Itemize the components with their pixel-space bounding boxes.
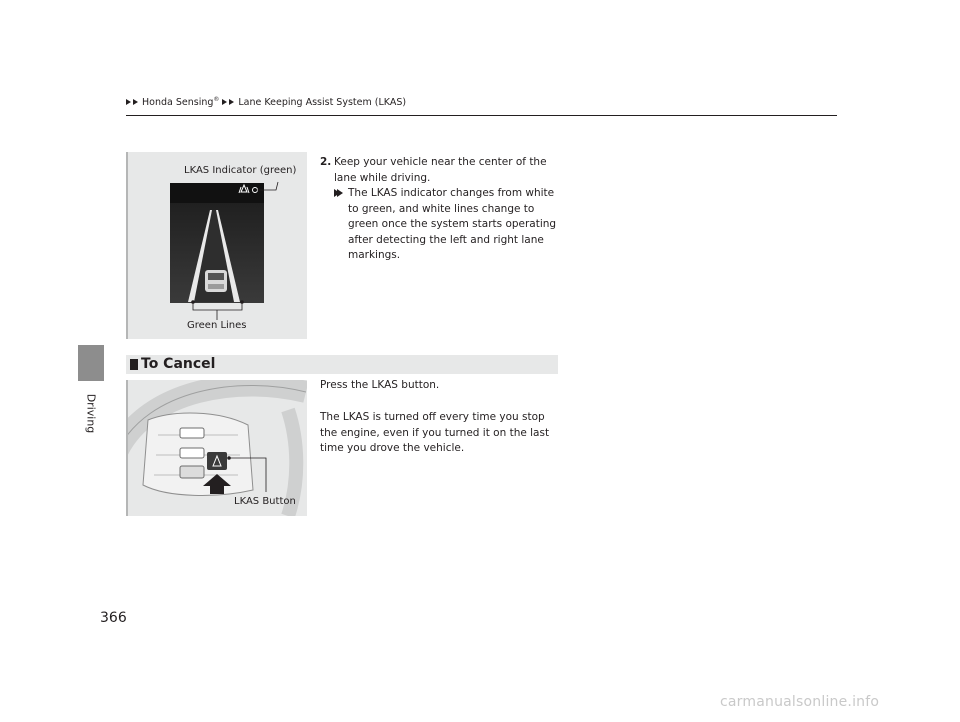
breadcrumb-arrow-icon	[229, 99, 234, 105]
cancel-instruction: Press the LKAS button.	[320, 379, 440, 391]
step-2	[320, 155, 555, 185]
breadcrumb-arrow-icon	[126, 99, 131, 105]
page-number: 366	[100, 610, 127, 626]
callout-lkas-button: LKAS Button	[234, 496, 296, 507]
header-divider	[126, 115, 837, 116]
step-result	[334, 186, 557, 266]
step-result-text: The LKAS indicator changes from white to green, and white lines change to green once the system starts operating after detecting the left and right lane markings.	[348, 187, 557, 261]
breadcrumb-arrow-icon	[222, 99, 227, 105]
callout-green-lines: Green Lines	[187, 320, 247, 331]
cancel-note: The LKAS is turned off every time you stop the engine, even if you turned it on the last time you drove the vehicle.	[320, 411, 550, 454]
breadcrumb-item[interactable]: Lane Keeping Assist System (LKAS)	[238, 96, 407, 108]
chapter-tab-label: Driving	[84, 393, 98, 434]
section-title: To Cancel	[141, 356, 216, 372]
callout-lkas-indicator: LKAS Indicator (green)	[184, 165, 297, 176]
lkas-display-illustration	[128, 152, 307, 339]
step-text: Keep your vehicle near the center of the lane while driving.	[334, 156, 547, 184]
breadcrumb-arrow-icon	[133, 99, 138, 105]
result-arrow-icon	[337, 189, 343, 197]
lkas-button-figure	[126, 380, 307, 516]
watermark: carmanualsonline.info	[720, 694, 880, 710]
step-number: 2.	[320, 156, 332, 168]
breadcrumb	[126, 96, 409, 108]
breadcrumb-item[interactable]: Honda Sensing®	[142, 96, 220, 109]
lkas-display-figure	[126, 152, 307, 339]
chapter-tab[interactable]	[78, 345, 104, 381]
section-square-icon	[130, 359, 138, 370]
section-heading	[126, 355, 558, 374]
